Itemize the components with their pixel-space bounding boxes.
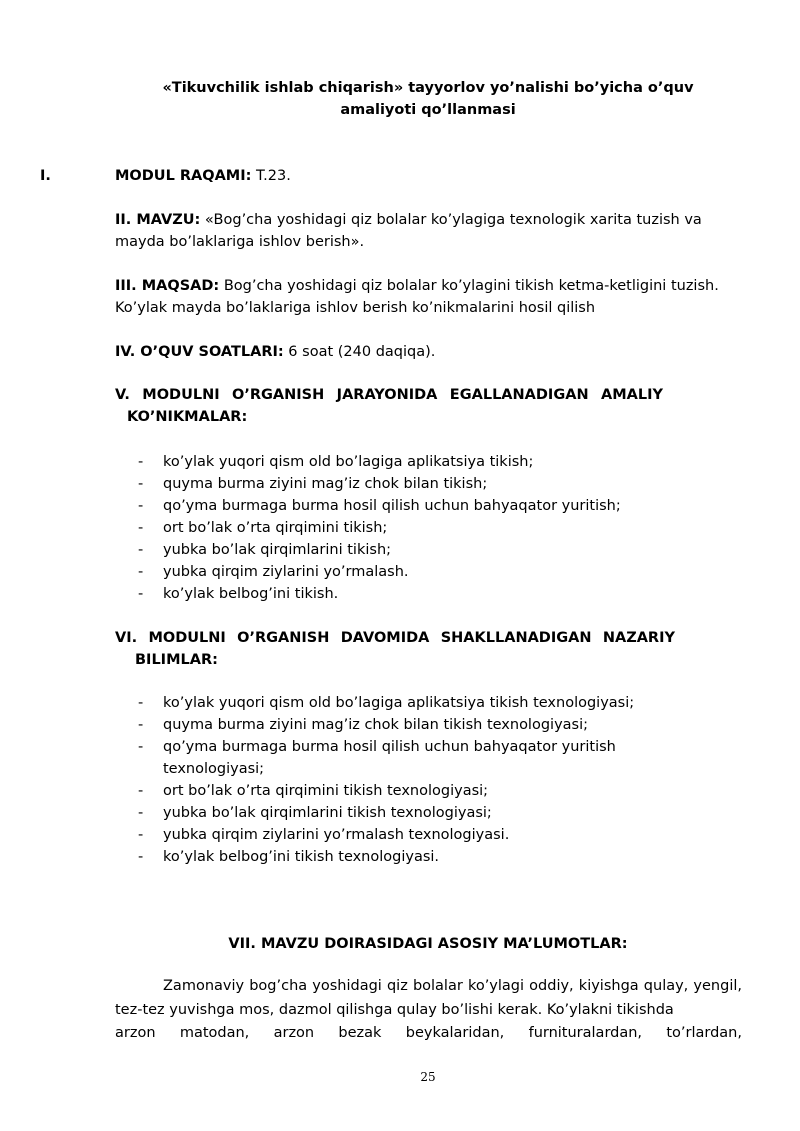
list-item: - ko’ylak belbog’ini tikish. [115, 583, 755, 605]
section-2-label: II. MAVZU: [115, 212, 201, 228]
section-3 [115, 275, 745, 319]
list-item: - yubka qirqim ziylarini yo’rmalash. [115, 561, 755, 583]
list-item: - qo’yma burmaga burma hosil qilish uchun bahyaqator yuritish texnologiyasi; [115, 736, 635, 780]
section-5-heading-line-2: KO’NIKMALAR: [127, 409, 248, 425]
section-2 [115, 209, 745, 253]
dash-marker: - [138, 827, 144, 843]
list-item: - ort bo’lak o’rta qirqimini tikish; [115, 517, 755, 539]
section-3-text-line-1: Bog’cha yoshidagi qiz bolalar ko’ylagini tikish ketma-ketligini tuzish. [219, 278, 719, 294]
dash-marker: - [138, 520, 144, 536]
list-item: - quyma burma ziyini mag’iz chok bilan tikish; [115, 473, 755, 495]
section-4-label: IV. O’QUV SOATLARI: [115, 344, 284, 360]
dash-marker: - [138, 739, 144, 755]
dash-marker: - [138, 476, 144, 492]
section-4-value: 6 soat (240 daqiqa). [283, 344, 436, 360]
dash-marker: - [138, 695, 144, 711]
section-1-label: MODUL RAQAMI: [115, 168, 252, 184]
section-6-heading-line-1: VI. MODULNI O’RGANISH DAVOMIDA SHAKLLANADIGAN NAZARIY [115, 630, 675, 646]
section-1 [115, 165, 745, 187]
paragraph-last-line: arzon matodan, arzon bezak beykalaridan, furnituralardan, to’rlardan, [115, 1025, 742, 1041]
section-2-text-line-2: mayda bo’laklariga ishlov berish». [115, 234, 365, 250]
list-item: - yubka qirqim ziylarini yo’rmalash texnologiyasi. [115, 824, 635, 846]
section-5-heading-line-1: V. MODULNI O’RGANISH JARAYONIDA EGALLANADIGAN AMALIY [115, 387, 663, 403]
title-line-2: amaliyoti qo’llanmasi [340, 102, 516, 118]
dash-marker: - [138, 849, 144, 865]
list-item: - ko’ylak yuqori qism old bo’lagiga aplikatsiya tikish texnologiyasi; [115, 692, 635, 714]
document-title [100, 77, 756, 121]
list-item: - yubka bo’lak qirqimlarini tikish; [115, 539, 755, 561]
dash-marker: - [138, 805, 144, 821]
list-item: - yubka bo’lak qirqimlarini tikish texnologiyasi; [115, 802, 635, 824]
page-number: 25 [420, 1070, 436, 1084]
list-item: - ko’ylak yuqori qism old bo’lagiga aplikatsiya tikish; [115, 451, 755, 473]
skills-list [115, 451, 755, 605]
section-4 [115, 341, 745, 363]
list-item: - ko’ylak belbog’ini tikish texnologiyasi. [115, 846, 635, 868]
dash-marker: - [138, 498, 144, 514]
dash-marker: - [138, 454, 144, 470]
title-line-1: «Tikuvchilik ishlab chiqarish» tayyorlov yo’nalishi bo’yicha o’quv [162, 80, 694, 96]
section-1-value: T.23. [251, 168, 291, 184]
section-7-paragraph [115, 975, 742, 1046]
knowledge-list [115, 692, 635, 868]
section-2-text-line-1: «Bog’cha yoshidagi qiz bolalar ko’ylagiga texnologik xarita tuzish va [200, 212, 702, 228]
section-7-heading: VII. MAVZU DOIRASIDAGI ASOSIY MA’LUMOTLAR: [228, 936, 628, 952]
list-item: - qo’yma burmaga burma hosil qilish uchun bahyaqator yuritish; [115, 495, 755, 517]
section-6-heading-line-2: BILIMLAR: [135, 652, 218, 668]
dash-marker: - [138, 542, 144, 558]
section-3-label: III. MAQSAD: [115, 278, 220, 294]
list-item: - ort bo’lak o’rta qirqimini tikish texnologiyasi; [115, 780, 635, 802]
dash-marker: - [138, 783, 144, 799]
dash-marker: - [138, 586, 144, 602]
dash-marker: - [138, 717, 144, 733]
dash-marker: - [138, 564, 144, 580]
section-1-number: I. [40, 168, 51, 184]
section-3-text-line-2: Ko’ylak mayda bo’laklariga ishlov berish ko’nikmalarini hosil qilish [115, 300, 596, 316]
list-item: - quyma burma ziyini mag’iz chok bilan tikish texnologiyasi; [115, 714, 635, 736]
paragraph-text: Zamonaviy bog’cha yoshidagi qiz bolalar ko’ylagi oddiy, kiyishga qulay, yengil, tez-tez yuvishga mos, dazmol qilishga qulay bo’lishi kerak. Ko’ylakni tikishda [115, 978, 742, 1018]
